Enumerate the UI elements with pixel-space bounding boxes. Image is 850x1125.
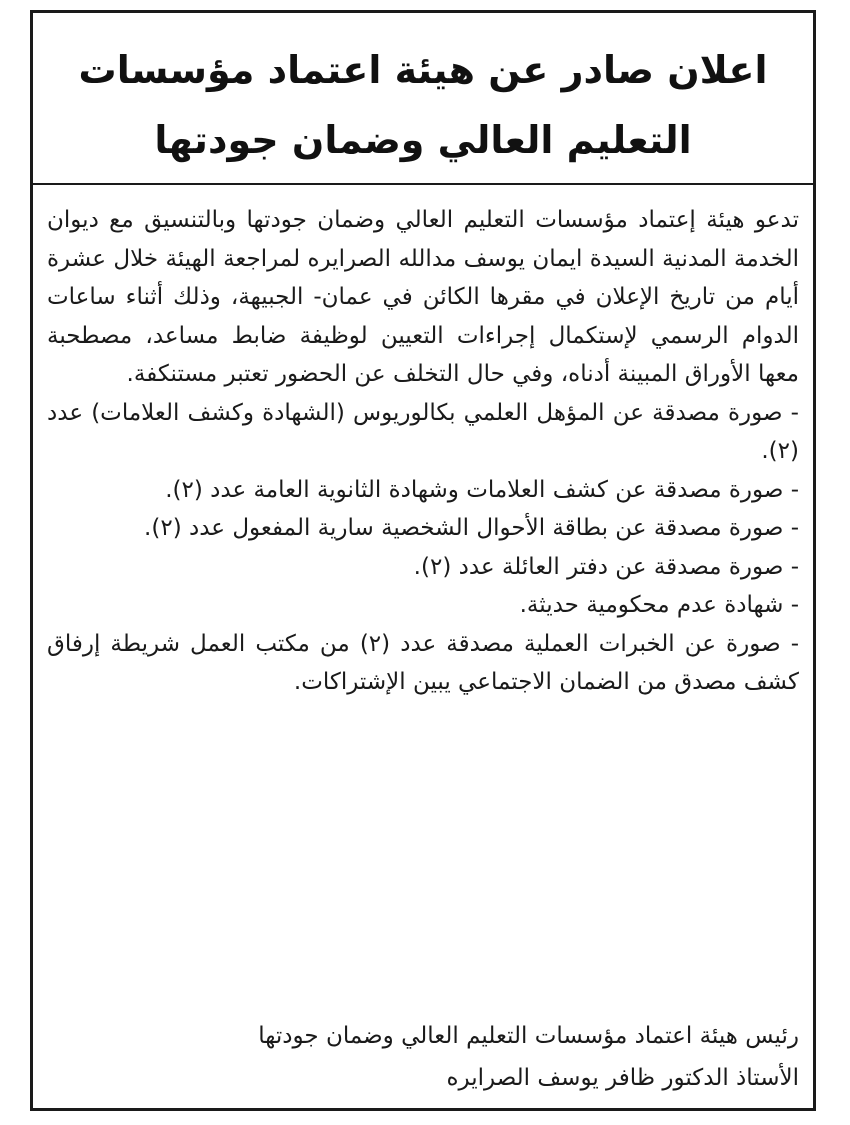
signature-name: الأستاذ الدكتور ظافر يوسف الصرايره [446,1065,799,1091]
announcement-title [33,13,813,175]
requirements-list [47,394,799,702]
requirement-item: - صورة عن الخبرات العملية مصدقة عدد (٢) من مكتب العمل شريطة إرفاق كشف مصدق من الضمان الاجتماعي يبين الإشتراكات. [47,630,799,695]
title-line-2: التعليم العالي وضمان جودتها [154,118,692,162]
title-divider [33,183,813,185]
announcement-frame [30,10,816,1111]
requirement-item: - صورة مصدقة عن دفتر العائلة عدد (٢). [413,553,799,580]
announcement-body [47,201,799,702]
requirement-item: - صورة مصدقة عن المؤهل العلمي بكالوريوس (الشهادة وكشف العلامات) عدد (٢). [47,399,799,464]
signature-block [47,1015,799,1099]
intro-paragraph: تدعو هيئة إعتماد مؤسسات التعليم العالي وضمان جودتها وبالتنسيق مع ديوان الخدمة المدنية السيدة ايمان يوسف مدالله الصرايره لمراجعة الهيئة خلال عشرة أيام من تاريخ الإعلان في مقرها الكائن في عمان- الجبيهة، وذلك أثناء ساعات الدوام الرسمي لإستكمال إجراءات التعيين لوظيفة ضابط مساعد، مصطحبة معها الأوراق المبينة أدناه، وفي حال التخلف عن الحضور تعتبر مستنكفة. [47,207,799,387]
requirement-item: - صورة مصدقة عن كشف العلامات وشهادة الثانوية العامة عدد (٢). [165,476,799,503]
signature-title: رئيس هيئة اعتماد مؤسسات التعليم العالي وضمان جودتها [258,1023,799,1049]
requirement-item: - صورة مصدقة عن بطاقة الأحوال الشخصية سارية المفعول عدد (٢). [144,515,799,541]
title-line-1: اعلان صادر عن هيئة اعتماد مؤسسات [78,48,768,92]
requirement-item: - شهادة عدم محكومية حديثة. [519,592,799,618]
